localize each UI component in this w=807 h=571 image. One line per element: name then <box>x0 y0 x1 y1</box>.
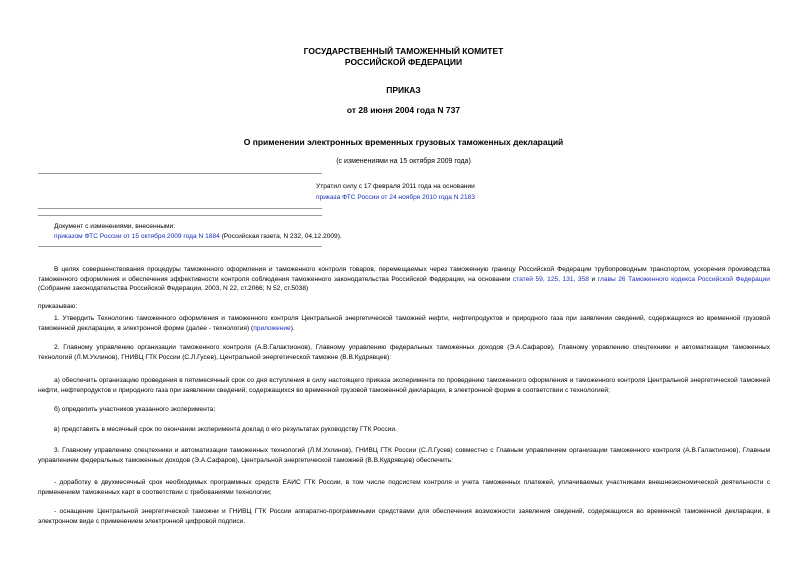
item-1-paragraph: 1. Утвердить Технологию таможенного оформления и таможенного контроля Центральной энергетической таможней нефти, нефтепродуктов и природного газа при заявлении сведений, содержащихся во временной грузовой таможенной декларации, в электронной форме (далее - технология) (приложение). <box>38 315 770 332</box>
orders-label: приказываю: <box>38 303 78 310</box>
changes-line <box>54 232 414 242</box>
appendix-link[interactable]: приложение <box>253 324 291 332</box>
edition-note: (с изменениями на 15 октября 2009 года) <box>336 158 471 165</box>
item-3a-paragraph: - доработку в двухмесячный срок необходимых программных средств ЕАИС ГТК России, в том числе подсистем контроля и учета таможенных платежей, уплачиваемых участниками внешнеэкономической деятельности с применением таможенных карт в соответствии с требованиями технологии; <box>38 479 770 496</box>
divider <box>38 208 322 209</box>
committee-name-line2: РОССИЙСКОЙ ФЕДЕРАЦИИ <box>344 57 463 67</box>
preamble-paragraph: В целях совершенствования процедуры таможенного оформления и таможенного контроля товаров, перемещаемых через таможенную границу Российской Федерации трубопроводным транспортом, ускорения производства таможенного оформления и обеспечения эффективности контроля соблюдения таможенного законодательства Российской Федерации, на основании статей 59, 125, 131, 358 и главы 26 Таможенного кодекса Российской Федерации (Собрание законодательства Российской Федерации, 2003, N 22, ст.2066; N 52, ст.5038) <box>38 266 770 292</box>
committee-name-line1: ГОСУДАРСТВЕННЫЙ ТАМОЖЕННЫЙ КОМИТЕТ <box>303 46 504 56</box>
status-note: Утратил силу с 17 февраля 2011 года на основании <box>316 183 475 190</box>
chapter-link[interactable]: главы 26 Таможенного кодекса Российской Федерации <box>597 275 770 283</box>
item-3b-paragraph: - оснащение Центральной энергетической таможни и ГНИВЦ ГТК России аппаратно-программными средствами для обеспечения возможности заявления сведений, содержащихся во временной таможенной декларации, в электронном виде с применением электронной цифровой подписи. <box>38 508 770 525</box>
divider <box>38 246 322 247</box>
document-title: О применении электронных временных грузовых таможенных деклараций <box>243 137 564 147</box>
document-date: от 28 июня 2004 года N 737 <box>346 105 461 115</box>
divider <box>38 173 322 174</box>
item-2b-paragraph: б) определить участников указанного эксперимента; <box>54 406 216 413</box>
articles-link[interactable]: статей 59, 125, 131, 358 <box>512 275 589 283</box>
item-2-paragraph: 2. Главному управлению организации таможенного контроля (А.В.Галактионов), Главному управлению федеральных таможенных доходов (Э.А.Сафаров), Главному управлению спецтехники и автоматизации таможенных технологий (Л.М.Ухлинов), ГНИВЦ ГТК России (С.Л.Гусев), Центральной энергетической таможне (В.В.Кудрявцев): <box>38 344 770 361</box>
item-3-paragraph: 3. Главному управлению спецтехники и автоматизации таможенных технологий (Л.М.Ухлинов), ГНИВЦ ГТК России (С.Л.Гусев) совместно с Главным управлением организации таможенного контроля (А.В.Галактионов), Главным управлением федеральных таможенных доходов (Э.А.Сафаров), Центральной энергетической таможней (В.В.Кудрявцев) обеспечить: <box>38 447 770 464</box>
item-2a-paragraph: а) обеспечить организацию проведения в пятимесячный срок со дня вступления в силу настоящего приказа эксперимента по проведению таможенного оформления и таможенного контроля Центральной энергетической таможней нефти, нефтепродуктов и природного газа при заявлении сведений, содержащихся во временной грузовой таможенной декларации, в электронной форме в соответствии с технологией; <box>38 377 770 394</box>
changes-source: (Российская газета, N 232, 04.12.2009). <box>219 233 342 240</box>
changes-link[interactable]: приказом ФТС России от 15 октября 2009 года N 1884 <box>54 233 220 240</box>
item-2c-paragraph: в) представить в месячный срок по окончании эксперимента доклад о его результатах руководству ГТК России. <box>54 426 397 433</box>
document-type: ПРИКАЗ <box>386 85 421 95</box>
divider <box>38 215 322 216</box>
changes-label: Документ с изменениями, внесенными: <box>54 223 176 230</box>
status-link[interactable]: приказа ФТС России от 24 ноября 2010 года N 2183 <box>316 194 475 201</box>
